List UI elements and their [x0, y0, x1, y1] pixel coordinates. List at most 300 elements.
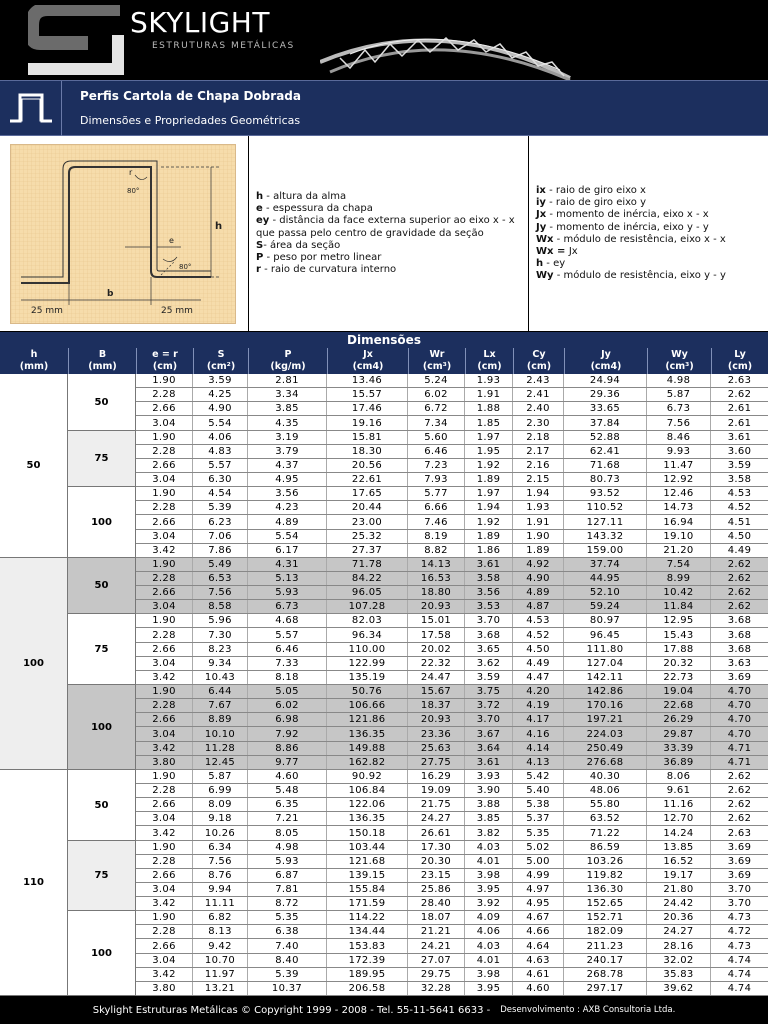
table-cell: 5.02 [513, 841, 564, 854]
table-cell: 4.74 [727, 969, 752, 980]
table-cell: 7.54 [647, 558, 711, 571]
table-cell: 10.43 [193, 671, 248, 684]
table-cell: 4.83 [193, 445, 248, 458]
b-group-cell: 75 [68, 431, 136, 487]
column-header: B (mm) [68, 348, 136, 374]
table-cell: 2.28 [136, 501, 193, 514]
table-cell: 4.74 [727, 983, 752, 994]
table-cell: 189.95 [327, 968, 408, 981]
page-title: Perfis Cartola de Chapa Dobrada [80, 89, 301, 103]
table-cell: 1.90 [136, 685, 193, 698]
table-cell: 4.47 [513, 671, 564, 684]
table-cell: 20.02 [408, 643, 465, 656]
table-cell: 1.93 [465, 374, 513, 387]
table-cell: 4.49 [727, 545, 752, 556]
table-cell: 90.92 [327, 770, 408, 783]
table-cell: 8.09 [193, 798, 248, 811]
table-cell: 9.18 [193, 812, 248, 825]
table-cell: 3.90 [465, 784, 513, 797]
table-cell: 2.62 [727, 813, 752, 824]
table-cell: 2.15 [513, 473, 564, 486]
table-cell: 4.64 [513, 939, 564, 953]
table-row [136, 897, 768, 911]
table-cell: 1.95 [465, 445, 513, 458]
table-cell: 52.88 [564, 431, 647, 444]
table-cell: 297.17 [564, 982, 647, 995]
table-row [136, 657, 768, 671]
table-cell: 3.58 [727, 474, 752, 485]
table-cell: 5.48 [248, 784, 327, 797]
table-cell: 20.93 [408, 713, 465, 726]
table-row [136, 826, 768, 841]
table-cell: 2.28 [136, 445, 193, 458]
table-cell: 25.63 [408, 742, 465, 755]
table-cell: 3.69 [727, 842, 752, 853]
table-cell: 21.80 [647, 883, 711, 896]
table-header [0, 348, 768, 374]
table-row [136, 628, 768, 643]
table-cell: 7.21 [248, 812, 327, 825]
column-header: Wr (cm³) [408, 348, 465, 374]
table-cell: 4.01 [465, 954, 513, 967]
table-cell: 2.28 [136, 628, 193, 642]
table-row [136, 954, 768, 968]
table-cell: 27.75 [408, 756, 465, 769]
table-cell: 13.85 [647, 841, 711, 854]
table-cell: 4.50 [513, 643, 564, 656]
table-cell: 5.87 [647, 388, 711, 401]
table-row [136, 558, 768, 572]
table-cell: 5.60 [408, 431, 465, 444]
table-row [136, 671, 768, 685]
table-cell: 28.40 [408, 897, 465, 910]
table-cell: 7.06 [193, 530, 248, 543]
table-cell: 22.73 [647, 671, 711, 684]
table-cell: 82.03 [327, 614, 408, 627]
table-cell: 2.66 [136, 586, 193, 599]
table-cell: 111.80 [564, 643, 647, 656]
table-cell: 4.89 [248, 515, 327, 529]
table-body [0, 374, 768, 996]
column-header: Wy (cm³) [647, 348, 711, 374]
table-cell: 6.34 [193, 841, 248, 854]
table-cell: 107.28 [327, 600, 408, 613]
table-cell: 2.62 [727, 785, 752, 796]
table-cell: 4.73 [727, 940, 752, 952]
table-row [136, 713, 768, 727]
table-cell: 17.58 [408, 628, 465, 642]
table-cell: 4.23 [248, 501, 327, 514]
table-cell: 59.24 [564, 600, 647, 613]
table-cell: 1.90 [136, 911, 193, 924]
table-cell: 40.30 [564, 770, 647, 783]
legend-item: S- área da seção [256, 239, 341, 251]
table-cell: 6.66 [408, 501, 465, 514]
table-cell: 121.68 [327, 855, 408, 868]
table-cell: 143.32 [564, 530, 647, 543]
table-cell: 23.36 [408, 727, 465, 741]
diagram-h-label: h [215, 221, 223, 232]
table-cell: 14.24 [647, 826, 711, 840]
table-cell: 10.70 [193, 954, 248, 967]
table-row [136, 643, 768, 657]
table-cell: 8.40 [248, 954, 327, 967]
table-cell: 2.28 [136, 784, 193, 797]
table-cell: 32.28 [408, 982, 465, 995]
table-cell: 14.13 [408, 558, 465, 571]
table-row [136, 841, 768, 855]
table-cell: 122.99 [327, 657, 408, 670]
table-cell: 15.81 [327, 431, 408, 444]
table-row [136, 699, 768, 713]
column-header: Jy (cm4) [564, 348, 647, 374]
table-cell: 4.37 [248, 459, 327, 472]
legend-item: Jx - momento de inércia, eixo x - x [536, 209, 709, 221]
table-cell: 8.13 [193, 925, 248, 938]
table-cell: 3.56 [465, 586, 513, 599]
table-cell: 3.70 [465, 713, 513, 726]
table-cell: 182.09 [564, 925, 647, 938]
table-cell: 3.85 [248, 402, 327, 415]
b-group-cell: 50 [68, 770, 136, 841]
table-cell: 3.19 [248, 431, 327, 444]
table-cell: 22.32 [408, 657, 465, 670]
table-cell: 37.84 [564, 416, 647, 430]
table-cell: 5.24 [408, 374, 465, 387]
table-cell: 23.15 [408, 869, 465, 882]
table-cell: 13.21 [193, 982, 248, 995]
table-cell: 2.43 [513, 374, 564, 387]
table-row [136, 784, 768, 798]
table-cell: 1.89 [465, 473, 513, 486]
table-cell: 8.89 [193, 713, 248, 726]
table-cell: 10.10 [193, 727, 248, 741]
table-cell: 5.39 [248, 968, 327, 981]
table-cell: 4.90 [513, 572, 564, 585]
table-cell: 7.56 [193, 586, 248, 599]
table-cell: 159.00 [564, 544, 647, 557]
table-cell: 22.68 [647, 699, 711, 712]
table-cell: 4.19 [513, 699, 564, 712]
table-cell: 9.42 [193, 939, 248, 953]
table-cell: 3.04 [136, 954, 193, 967]
table-row [136, 770, 768, 784]
table-cell: 10.42 [647, 586, 711, 599]
table-cell: 37.74 [564, 558, 647, 571]
table-cell: 4.97 [513, 883, 564, 896]
table-row [136, 572, 768, 586]
table-cell: 1.92 [465, 515, 513, 529]
table-cell: 33.65 [564, 402, 647, 415]
column-header: Cy (cm) [513, 348, 564, 374]
table-cell: 6.73 [248, 600, 327, 613]
table-cell: 62.41 [564, 445, 647, 458]
divider [528, 136, 529, 332]
table-cell: 16.29 [408, 770, 465, 783]
table-cell: 3.65 [465, 643, 513, 656]
table-cell: 20.93 [408, 600, 465, 613]
table-cell: 1.89 [465, 530, 513, 543]
table-cell: 7.56 [647, 416, 711, 430]
table-cell: 4.90 [193, 402, 248, 415]
table-cell: 55.80 [564, 798, 647, 811]
table-cell: 162.82 [327, 756, 408, 769]
table-cell: 2.66 [136, 459, 193, 472]
table-cell: 4.51 [727, 516, 752, 528]
table-cell: 6.53 [193, 572, 248, 585]
table-cell: 71.68 [564, 459, 647, 472]
table-cell: 5.38 [513, 798, 564, 811]
table-cell: 4.20 [513, 685, 564, 698]
table-cell: 1.91 [513, 515, 564, 529]
brand-name: SKYLIGHT [130, 6, 270, 39]
table-cell: 6.44 [193, 685, 248, 698]
table-cell: 3.92 [465, 897, 513, 910]
table-cell: 4.17 [513, 713, 564, 726]
table-cell: 8.82 [408, 544, 465, 557]
table-cell: 5.39 [193, 501, 248, 514]
table-cell: 2.66 [136, 798, 193, 811]
table-cell: 20.36 [647, 911, 711, 924]
table-cell: 22.61 [327, 473, 408, 486]
table-cell: 4.70 [727, 700, 752, 711]
table-cell: 136.30 [564, 883, 647, 896]
table-cell: 80.97 [564, 614, 647, 627]
table-cell: 2.30 [513, 416, 564, 430]
table-cell: 2.61 [727, 403, 752, 414]
table-cell: 3.61 [727, 432, 752, 443]
table-cell: 6.72 [408, 402, 465, 415]
legend-item: h - altura da alma [256, 191, 347, 202]
table-cell: 3.61 [465, 558, 513, 571]
table-cell: 2.61 [727, 417, 752, 429]
table-cell: 19.17 [647, 869, 711, 882]
table-row [136, 402, 768, 416]
table-cell: 4.52 [727, 502, 752, 513]
table-cell: 11.28 [193, 742, 248, 755]
table-row [136, 855, 768, 869]
table-cell: 268.78 [564, 968, 647, 981]
table-cell: 250.49 [564, 742, 647, 755]
legend-item: Wx - módulo de resistência, eixo x - x [536, 233, 726, 245]
h-group-cell: 100 [0, 558, 68, 770]
table-cell: 127.04 [564, 657, 647, 670]
table-cell: 3.60 [727, 446, 752, 457]
column-header: S (cm²) [193, 348, 248, 374]
table-cell: 19.10 [647, 530, 711, 543]
table-cell: 3.68 [727, 629, 752, 641]
diagram-angle1-label: 80° [127, 187, 140, 195]
table-cell: 11.84 [647, 600, 711, 613]
table-cell: 1.90 [136, 487, 193, 500]
table-cell: 24.94 [564, 374, 647, 387]
table-cell: 4.68 [248, 614, 327, 627]
table-cell: 28.16 [647, 939, 711, 953]
table-row [136, 742, 768, 756]
table-cell: 152.65 [564, 897, 647, 910]
table-cell: 3.56 [248, 487, 327, 500]
table-cell: 2.41 [513, 388, 564, 401]
table-cell: 63.52 [564, 812, 647, 825]
table-cell: 6.17 [248, 544, 327, 557]
table-cell: 6.82 [193, 911, 248, 924]
table-cell: 7.30 [193, 628, 248, 642]
table-cell: 4.89 [513, 586, 564, 599]
table-row [136, 374, 768, 388]
table-cell: 1.90 [513, 530, 564, 543]
h-group-cell: 110 [0, 770, 68, 996]
b-group-cell: 75 [68, 841, 136, 911]
legend-item: Wy - módulo de resistência, eixo y - y [536, 270, 726, 282]
diagram-b-label: b [107, 289, 114, 299]
table-row [136, 501, 768, 515]
table-cell: 32.02 [647, 954, 711, 967]
table-cell: 152.71 [564, 911, 647, 924]
column-header: e = r (cm) [136, 348, 193, 374]
table-cell: 21.21 [408, 925, 465, 938]
table-row [136, 982, 768, 996]
diagram-e-label: e [169, 236, 174, 245]
table-cell: 4.61 [513, 968, 564, 981]
table-cell: 3.53 [465, 600, 513, 613]
table-cell: 44.95 [564, 572, 647, 585]
table-cell: 3.88 [465, 798, 513, 811]
table-cell: 7.23 [408, 459, 465, 472]
table-cell: 10.26 [193, 826, 248, 840]
table-cell: 4.71 [727, 743, 752, 754]
table-cell: 4.52 [513, 628, 564, 642]
table-cell: 13.46 [327, 374, 408, 387]
table-cell: 6.87 [248, 869, 327, 882]
table-cell: 2.17 [513, 445, 564, 458]
table-cell: 8.18 [248, 671, 327, 684]
table-cell: 16.94 [647, 515, 711, 529]
table-cell: 1.90 [136, 614, 193, 627]
table-cell: 5.93 [248, 586, 327, 599]
table-cell: 3.82 [465, 826, 513, 840]
table-cell: 15.01 [408, 614, 465, 627]
table-cell: 3.04 [136, 727, 193, 741]
table-cell: 276.68 [564, 756, 647, 769]
table-cell: 3.80 [136, 982, 193, 995]
table-cell: 4.14 [513, 742, 564, 755]
table-cell: 3.04 [136, 530, 193, 543]
table-cell: 2.28 [136, 388, 193, 401]
table-cell: 8.46 [647, 431, 711, 444]
table-cell: 20.44 [327, 501, 408, 514]
table-row [136, 431, 768, 445]
table-cell: 103.44 [327, 841, 408, 854]
table-cell: 6.02 [248, 699, 327, 712]
table-cell: 8.05 [248, 826, 327, 840]
table-cell: 4.70 [727, 728, 752, 740]
table-cell: 25.32 [327, 530, 408, 543]
table-cell: 3.69 [727, 870, 752, 881]
table-cell: 96.34 [327, 628, 408, 642]
table-cell: 23.00 [327, 515, 408, 529]
table-cell: 18.80 [408, 586, 465, 599]
table-cell: 4.25 [193, 388, 248, 401]
table-cell: 36.89 [647, 756, 711, 769]
legend-left [256, 191, 522, 276]
table-cell: 3.80 [136, 756, 193, 769]
table-cell: 15.43 [647, 628, 711, 642]
table-cell: 17.30 [408, 841, 465, 854]
table-cell: 3.42 [136, 671, 193, 684]
table-cell: 21.75 [408, 798, 465, 811]
table-cell: 7.86 [193, 544, 248, 557]
title-band [0, 80, 768, 136]
table-cell: 24.27 [647, 925, 711, 938]
table-cell: 9.61 [647, 784, 711, 797]
table-cell: 1.90 [136, 558, 193, 571]
table-cell: 5.37 [513, 812, 564, 825]
divider [248, 136, 249, 332]
table-cell: 4.53 [513, 614, 564, 627]
table-cell: 4.03 [465, 841, 513, 854]
table-cell: 9.93 [647, 445, 711, 458]
table-cell: 2.62 [727, 799, 752, 810]
table-row [136, 869, 768, 883]
table-cell: 24.27 [408, 812, 465, 825]
table-cell: 3.70 [727, 884, 752, 895]
table-cell: 1.90 [136, 770, 193, 783]
table-row [136, 530, 768, 544]
table-cell: 3.04 [136, 416, 193, 430]
b-group-cell: 100 [68, 487, 136, 558]
table-cell: 142.11 [564, 671, 647, 684]
table-cell: 1.94 [513, 487, 564, 500]
h-group-cell: 50 [0, 374, 68, 558]
table-cell: 12.95 [647, 614, 711, 627]
table-cell: 2.62 [727, 601, 752, 612]
table-cell: 2.66 [136, 643, 193, 656]
table-cell: 5.35 [248, 911, 327, 924]
diagram-right-label: 25 mm [161, 306, 193, 316]
table-cell: 1.88 [465, 402, 513, 415]
legend-item: ix - raio de giro eixo x [536, 185, 646, 196]
table-cell: 3.59 [727, 460, 752, 471]
table-cell: 6.30 [193, 473, 248, 486]
info-section [0, 136, 768, 332]
table-cell: 19.16 [327, 416, 408, 430]
table-cell: 1.97 [465, 431, 513, 444]
table-cell: 6.99 [193, 784, 248, 797]
table-cell: 3.98 [465, 869, 513, 882]
table-row [136, 756, 768, 770]
table-cell: 2.28 [136, 855, 193, 868]
table-cell: 12.92 [647, 473, 711, 486]
table-cell: 71.78 [327, 558, 408, 571]
b-group-cell: 100 [68, 685, 136, 770]
table-row [136, 968, 768, 982]
table-cell: 1.90 [136, 374, 193, 387]
table-cell: 15.67 [408, 685, 465, 698]
table-cell: 134.44 [327, 925, 408, 938]
table-cell: 136.35 [327, 727, 408, 741]
table-cell: 3.04 [136, 883, 193, 896]
table-cell: 2.16 [513, 459, 564, 472]
table-cell: 4.06 [193, 431, 248, 444]
table-cell: 127.11 [564, 515, 647, 529]
table-cell: 5.42 [513, 770, 564, 783]
table-cell: 1.90 [136, 431, 193, 444]
table-cell: 84.22 [327, 572, 408, 585]
table-cell: 93.52 [564, 487, 647, 500]
table-cell: 2.62 [727, 587, 752, 598]
table-cell: 71.22 [564, 826, 647, 840]
table-cell: 4.74 [727, 955, 752, 966]
